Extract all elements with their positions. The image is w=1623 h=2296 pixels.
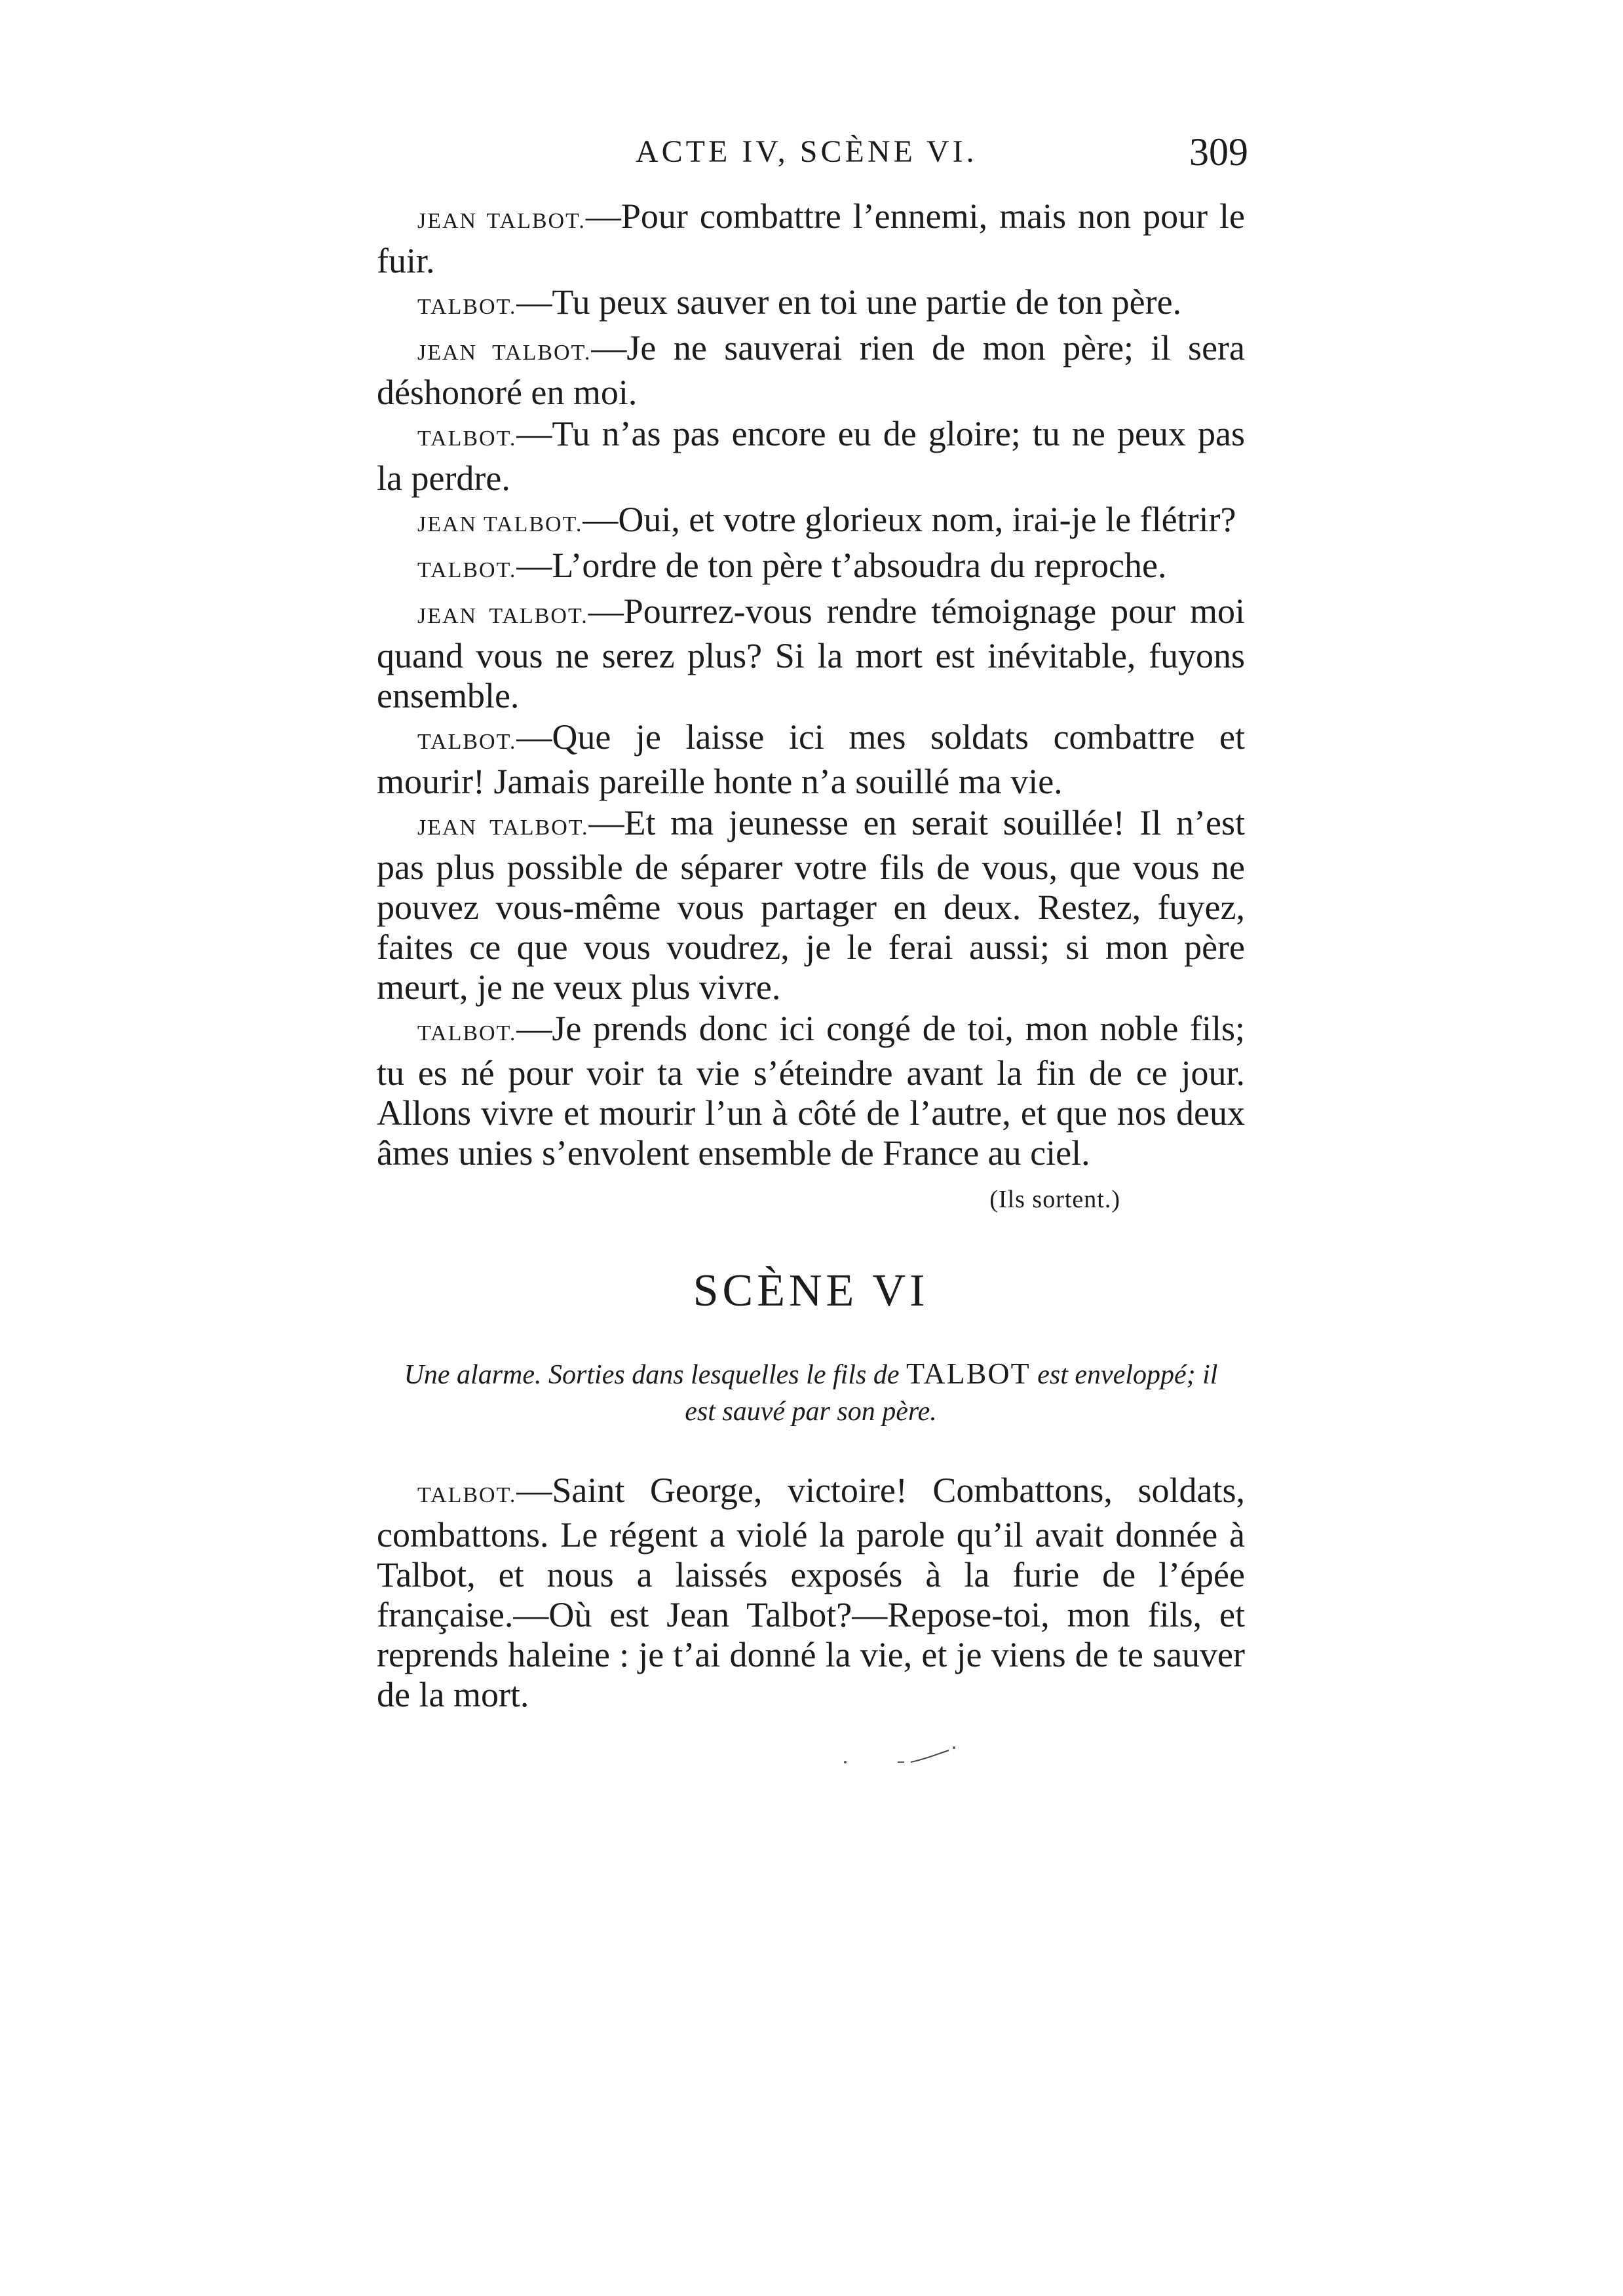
speaker-name: JEAN TALBOT.	[417, 816, 589, 840]
text-block	[377, 197, 1245, 1716]
speech-text: —Je ne sauverai rien de mon père; il sera déshonoré en moi.	[377, 328, 1245, 412]
speech-text: —Et ma jeunesse en serait souillée! Il n’est pas plus possible de séparer votre fils de vous, que vous ne pouvez vous-même vous partager en deux. Restez, fuyez, faites ce que vous voudrez, je le ferai aussi; si mon père meurt, je ne veux plus vivre.	[377, 803, 1245, 1007]
dialogue-line	[377, 803, 1245, 1007]
dialogue-line	[377, 328, 1245, 413]
speech-text: —Que je laisse ici mes soldats combattre et mourir! Jamais pareille honte n’a souillé ma vie.	[377, 717, 1245, 801]
dialogue-line	[377, 717, 1245, 802]
speaker-name: JEAN TALBOT.	[417, 341, 592, 365]
speaker-name: TALBOT.	[417, 1483, 517, 1507]
dialogue-line	[377, 282, 1245, 327]
speech-text: —Tu peux sauver en toi une partie de ton père.	[516, 282, 1182, 322]
speech-text: —Pour combattre l’ennemi, mais non pour le fuir.	[377, 197, 1245, 280]
speaker-name: TALBOT.	[417, 295, 517, 319]
dialogue-line	[377, 1009, 1245, 1173]
speaker-name: TALBOT.	[417, 426, 517, 451]
speech-text: —Tu n’as pas encore eu de gloire; tu ne peux pas la perdre.	[377, 414, 1245, 498]
page-number: 309	[1189, 130, 1248, 174]
stage-direction: (Ils sortent.)	[989, 1186, 1120, 1213]
running-title: ACTE IV, SCÈNE VI.	[636, 134, 978, 169]
speaker-name: TALBOT.	[417, 558, 517, 582]
speech-text: —L’ordre de ton père t’absoudra du reproche.	[516, 546, 1167, 585]
running-head	[373, 130, 1248, 182]
speech-text: —Saint George, victoire! Combattons, soldats, combattons. Le régent a violé la parole qu’il avait donnée à Talbot, et nous a laissés exposés à la furie de l’épée française.—Où est Jean Talbot?—Repose-toi, mon fils, et reprends haleine : je t’ai donné la vie, et je viens de te sauver de la mort.	[377, 1471, 1245, 1714]
speaker-name: JEAN TALBOT.	[417, 604, 588, 628]
dialogue-line	[377, 1471, 1245, 1715]
dialogue-line	[377, 197, 1245, 281]
speaker-name: JEAN TALBOT.	[417, 512, 583, 536]
dialogue-line	[377, 592, 1245, 716]
ink-mark-decoration	[839, 1742, 970, 1769]
dialogue-line	[377, 414, 1245, 499]
scene-direction-text: est enveloppé; il est sauvé par son père.	[685, 1360, 1218, 1427]
speech-text: —Pourrez-vous rendre témoignage pour moi quand vous ne serez plus? Si la mort est inévitable, fuyons ensemble.	[377, 592, 1246, 715]
dialogue-line	[377, 546, 1245, 590]
scene-direction-text: Une alarme. Sorties dans lesquelles le fils de	[404, 1360, 900, 1390]
speaker-name: TALBOT.	[417, 730, 517, 754]
dialogue-line	[377, 500, 1245, 544]
speech-text: —Oui, et votre glorieux nom, irai-je le flétrir?	[582, 500, 1236, 539]
speaker-name: JEAN TALBOT.	[417, 209, 586, 233]
scene-title: SCÈNE VI	[693, 1266, 929, 1316]
scene-direction-name: TALBOT	[906, 1357, 1031, 1390]
speech-text: —Je prends donc ici congé de toi, mon noble fils; tu es né pour voir ta vie s’éteindre avant la fin de ce jour. Allons vivre et mourir l’un à côté de l’autre, et que nos deux âmes unies s’envolent ensemble de France au ciel.	[377, 1009, 1245, 1173]
speaker-name: TALBOT.	[417, 1021, 517, 1045]
scene-direction	[403, 1355, 1219, 1430]
